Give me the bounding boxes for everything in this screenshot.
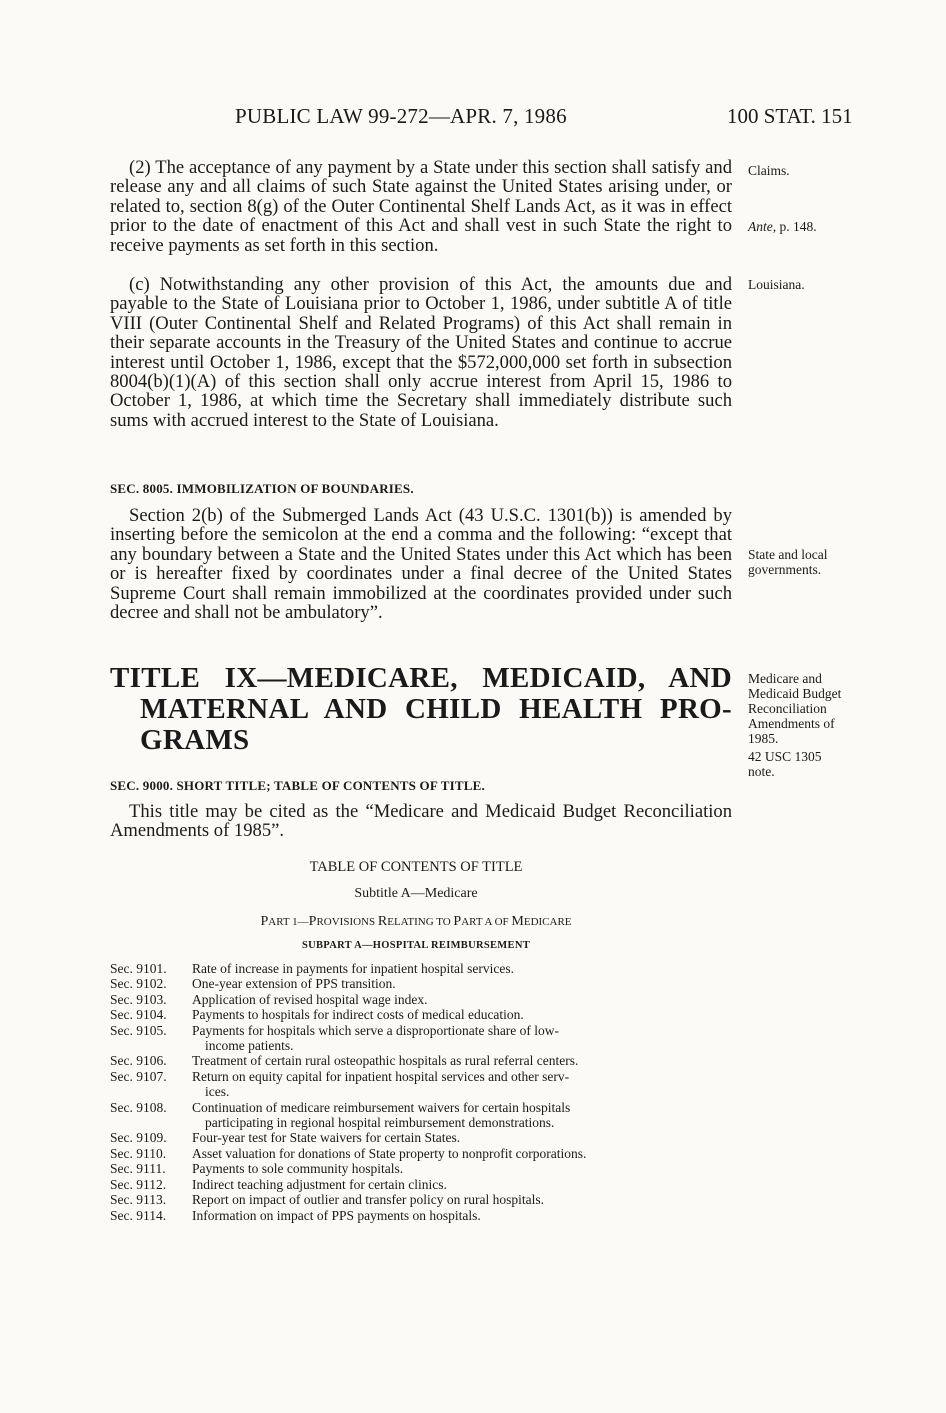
- margin-note-usc-line1: 42 USC 1305: [748, 749, 822, 764]
- toc-entry-number: Sec. 9106.: [110, 1053, 167, 1069]
- title-line-3: GRAMS: [140, 724, 250, 756]
- toc-entry-title-text: Payments to hospitals for indirect costs of medical education.: [192, 1007, 524, 1023]
- toc-entry: [110, 1161, 734, 1176]
- toc-entry-title-text: Treatment of certain rural osteopathic hospitals as rural referral centers.: [192, 1053, 579, 1069]
- toc-heading: TABLE OF CONTENTS OF TITLE: [309, 859, 523, 875]
- toc-entry-title-text: Report on impact of outlier and transfer policy on rural hospitals.: [192, 1192, 545, 1208]
- part-small: ELATING TO: [387, 916, 454, 928]
- margin-note-state-local-line2: governments.: [748, 562, 822, 577]
- toc-entry-title-continuation: income patients.: [205, 1038, 294, 1054]
- louisiana-paragraph-block: [110, 275, 732, 430]
- toc-entry-number: Sec. 9102.: [110, 976, 167, 992]
- part-cap: R: [377, 914, 388, 929]
- toc-entry-title: [192, 1100, 734, 1131]
- margin-note-ante: [748, 219, 888, 234]
- toc-entry-title-text: Rate of increase in payments for inpatient hospital services.: [192, 961, 515, 976]
- part-small: ART 1—: [268, 916, 309, 928]
- toc-entry-number: Sec. 9109.: [110, 1130, 167, 1146]
- toc-entry: [110, 1146, 734, 1161]
- running-header: PUBLIC LAW 99-272—APR. 7, 1986: [235, 104, 567, 128]
- sec-9000-text-block: [110, 802, 732, 841]
- title-ix-heading: [110, 663, 732, 756]
- sec-8005-heading: SEC. 8005. IMMOBILIZATION OF BOUNDARIES.: [110, 481, 414, 496]
- toc-entry-title: [192, 1177, 734, 1192]
- margin-note-medicare-line2: Medicaid Budget: [748, 686, 842, 701]
- part-cap: P: [453, 914, 462, 929]
- toc-entry-title: [192, 1208, 734, 1223]
- margin-note-louisiana: Louisiana.: [748, 277, 805, 292]
- toc-entry-title-text: Application of revised hospital wage index.: [192, 991, 428, 1007]
- toc-entry: [110, 1023, 734, 1054]
- title-line-2: MATERNAL AND CHILD HEALTH PRO-: [140, 693, 732, 725]
- sec-8005-text: Section 2(b) of the Submerged Lands Act (43 U.S.C. 1301(b)) is amended by inserting before the semicolon at the end a comma and the following: “except that any boundary between a State and the United States under this Act which has been or is hereafter fixed by coordinates under a final decree of the United States Supreme Court shall remain immobilized at the coordinates provided under such decree and shall not be ambulatory”.: [110, 505, 732, 624]
- toc-entry: [110, 1100, 734, 1131]
- toc-entry: [110, 976, 734, 991]
- toc-entry-title: [192, 1161, 734, 1176]
- margin-note-state-local: [748, 547, 888, 577]
- title-line-1: TITLE IX—MEDICARE, MEDICAID, AND: [110, 662, 732, 694]
- toc-entry-title: [192, 1146, 734, 1161]
- sec-8005-block: [110, 481, 732, 497]
- toc-entry-title: [192, 1130, 734, 1145]
- toc-entry-title: [192, 961, 734, 976]
- toc-entry: [110, 1130, 734, 1145]
- toc-entry-number: Sec. 9108.: [110, 1099, 167, 1115]
- toc-entry-number: Sec. 9104.: [110, 1007, 167, 1023]
- margin-note-usc-line2: note.: [748, 764, 775, 779]
- claims-paragraph: (2) The acceptance of any payment by a State under this section shall satisfy and release any and all claims of such State against the United States arising under, or related to, section 8(g) of the Outer Continental Shelf Lands Act, as it was in effect prior to the date of enactment of this Act and shall vest in such State the right to receive payments as set forth in this section.: [110, 157, 732, 256]
- margin-note-medicare: [748, 671, 888, 779]
- toc-entry: [110, 1007, 734, 1022]
- toc-entry: [110, 992, 734, 1007]
- toc-subpart-heading: SUBPART A—HOSPITAL REIMBURSEMENT: [301, 940, 531, 951]
- toc-entry-title-continuation: participating in regional hospital reimbursement demonstrations.: [205, 1115, 555, 1131]
- part-small: ART A OF: [461, 916, 512, 928]
- toc-entry-title: [192, 992, 734, 1007]
- toc-entry-title-continuation: ices.: [205, 1084, 230, 1100]
- page-citation: 100 STAT. 151: [727, 104, 853, 128]
- sec-9000-text: This title may be cited as the “Medicare and Medicaid Budget Reconciliation Amendments of 1985”.: [110, 801, 732, 842]
- toc-entry-title: [192, 1069, 734, 1100]
- toc-entry-title-text: Four-year test for State waivers for certain States.: [192, 1130, 461, 1146]
- margin-note-medicare-line5: 1985.: [748, 731, 779, 746]
- toc-entry-title: [192, 1192, 734, 1207]
- toc-entry: [110, 1053, 734, 1068]
- toc-entry-title-text: Return on equity capital for inpatient hospital services and other serv-: [192, 1068, 570, 1084]
- toc-entry-title-text: One-year extension of PPS transition.: [192, 976, 396, 992]
- toc-entry-title-text: Information on impact of PPS payments on hospitals.: [192, 1207, 481, 1223]
- sec-9000-heading: SEC. 9000. SHORT TITLE; TABLE OF CONTENTS OF TITLE.: [110, 778, 485, 793]
- margin-note-medicare-line4: Amendments of: [748, 716, 835, 731]
- toc-entry-number: Sec. 9114.: [110, 1207, 167, 1223]
- part-cap: P: [260, 914, 269, 929]
- margin-note-ante-page: p. 148.: [776, 219, 817, 234]
- margin-note-claims: Claims.: [748, 163, 790, 178]
- louisiana-paragraph: (c) Notwithstanding any other provision of this Act, the amounts due and payable to the State of Louisiana prior to October 1, 1986, under subtitle A of title VIII (Outer Continental Shelf and Related Programs) of this Act shall remain in their separate accounts in the Treasury of the United States and continue to accrue interest until October 1, 1986, except that the $572,000,000 set forth in subsection 8004(b)(1)(A) of this section shall only accrue interest from April 15, 1986 to October 1, 1986, at which time the Secretary shall immediately distribute such sums with accrued interest to the State of Louisiana.: [110, 274, 732, 431]
- toc-entry-number: Sec. 9112.: [110, 1176, 167, 1192]
- toc-entry: [110, 1192, 734, 1207]
- toc-list: [110, 961, 734, 1223]
- toc-entry-number: Sec. 9103.: [110, 991, 167, 1007]
- part-cap: P: [308, 914, 317, 929]
- toc-entry-title-text: Payments to sole community hospitals.: [192, 1161, 404, 1177]
- toc-entry-title: [192, 1053, 734, 1068]
- toc-entry: [110, 961, 734, 976]
- toc-entry-number: Sec. 9107.: [110, 1068, 167, 1084]
- margin-note-ante-italic: Ante,: [748, 219, 777, 234]
- toc-entry: [110, 1177, 734, 1192]
- part-small: ROVISIONS: [316, 916, 378, 928]
- toc-entry-title: [192, 976, 734, 991]
- margin-note-medicare-line3: Reconciliation: [748, 701, 827, 716]
- claims-paragraph-block: [110, 158, 732, 255]
- toc-subtitle: Subtitle A—Medicare: [354, 886, 478, 901]
- toc-entry-number: Sec. 9113.: [110, 1192, 167, 1208]
- toc-entry-title-text: Payments for hospitals which serve a disproportionate share of low-: [192, 1022, 560, 1038]
- sec-8005-text-block: [110, 506, 732, 622]
- toc-entry: [110, 1208, 734, 1223]
- toc-entry-title: [192, 1023, 734, 1054]
- toc-entry-number: Sec. 9105.: [110, 1022, 167, 1038]
- margin-note-medicare-line1: Medicare and: [748, 671, 822, 686]
- toc-entry-title-text: Asset valuation for donations of State property to nonprofit corporations.: [192, 1145, 587, 1161]
- toc-entry-title-text: Continuation of medicare reimbursement waivers for certain hospitals: [192, 1099, 571, 1115]
- toc-entry-number: Sec. 9101.: [110, 961, 167, 976]
- toc-entry-number: Sec. 9111.: [110, 1161, 166, 1177]
- toc-part-heading: [0, 914, 832, 930]
- margin-note-state-local-line1: State and local: [748, 547, 828, 562]
- toc-entry-title-text: Indirect teaching adjustment for certain clinics.: [192, 1176, 447, 1192]
- toc-entry: [110, 1069, 734, 1100]
- part-cap: M: [511, 914, 524, 929]
- toc-entry-number: Sec. 9110.: [110, 1145, 167, 1161]
- part-small: EDICARE: [523, 916, 572, 928]
- toc-entry-title: [192, 1007, 734, 1022]
- sec-9000-block: [110, 778, 732, 794]
